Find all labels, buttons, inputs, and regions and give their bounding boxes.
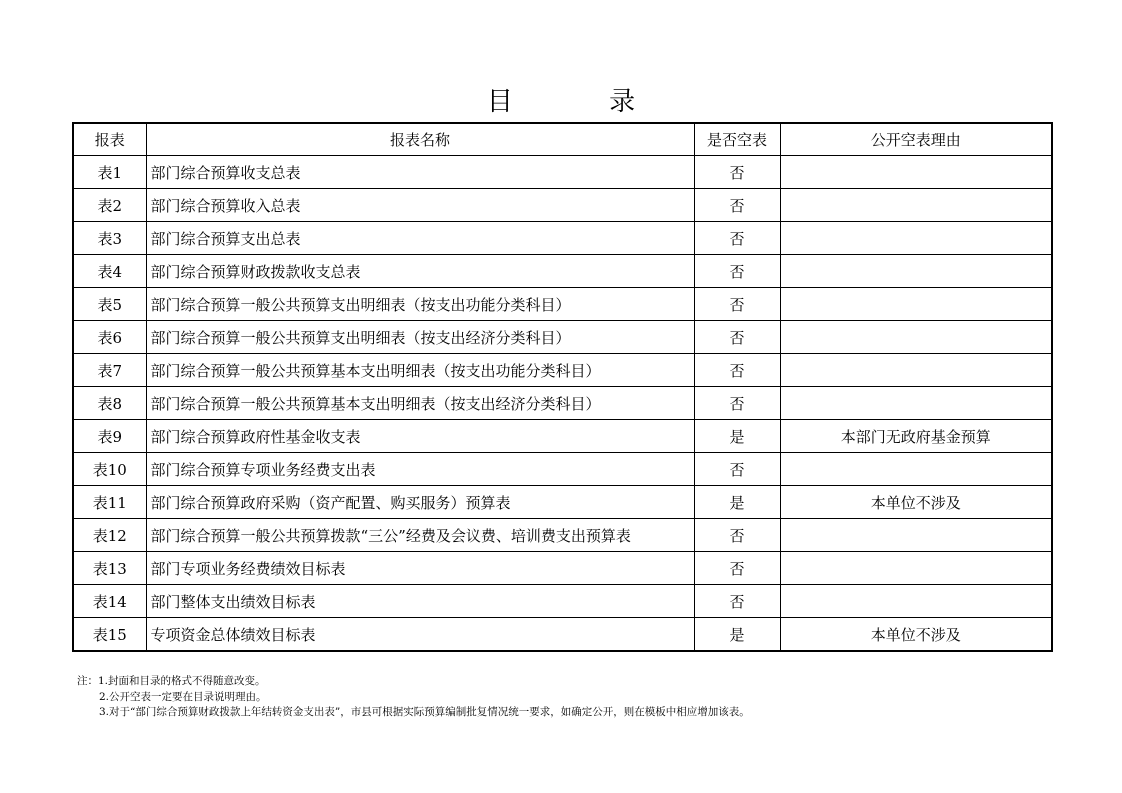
is-empty-value: 否 (694, 222, 780, 255)
table-row (73, 222, 1052, 255)
report-no: 表9 (73, 420, 146, 453)
report-no: 表11 (73, 486, 146, 519)
empty-reason (780, 519, 1052, 552)
table-row (73, 321, 1052, 354)
footnote-line (77, 674, 750, 690)
empty-reason (780, 387, 1052, 420)
report-name: 部门整体支出绩效目标表 (146, 585, 694, 618)
empty-reason (780, 321, 1052, 354)
report-name: 部门综合预算一般公共预算基本支出明细表（按支出经济分类科目） (146, 387, 694, 420)
report-name: 部门综合预算收支总表 (146, 156, 694, 189)
empty-reason (780, 552, 1052, 585)
report-name: 部门综合预算支出总表 (146, 222, 694, 255)
report-no: 表1 (73, 156, 146, 189)
empty-reason (780, 288, 1052, 321)
footnotes (77, 674, 750, 721)
is-empty-value: 否 (694, 453, 780, 486)
footnote-item: 1.封面和目录的格式不得随意改变。 (98, 675, 266, 687)
report-no: 表5 (73, 288, 146, 321)
report-no: 表14 (73, 585, 146, 618)
report-name: 部门综合预算专项业务经费支出表 (146, 453, 694, 486)
header-is-empty: 是否空表 (694, 123, 780, 156)
report-name: 部门综合预算一般公共预算支出明细表（按支出功能分类科目） (146, 288, 694, 321)
empty-reason: 本单位不涉及 (780, 618, 1052, 652)
table-row (73, 519, 1052, 552)
empty-reason (780, 585, 1052, 618)
report-name: 部门综合预算一般公共预算支出明细表（按支出经济分类科目） (146, 321, 694, 354)
report-no: 表10 (73, 453, 146, 486)
report-name: 部门综合预算收入总表 (146, 189, 694, 222)
report-no: 表7 (73, 354, 146, 387)
is-empty-value: 否 (694, 288, 780, 321)
footnote-prefix: 注： (77, 675, 98, 687)
report-no: 表13 (73, 552, 146, 585)
header-empty-reason: 公开空表理由 (780, 123, 1052, 156)
empty-reason (780, 189, 1052, 222)
is-empty-value: 否 (694, 189, 780, 222)
is-empty-value: 否 (694, 156, 780, 189)
is-empty-value: 否 (694, 354, 780, 387)
table-row (73, 618, 1052, 652)
table-row (73, 387, 1052, 420)
report-no: 表6 (73, 321, 146, 354)
header-report-name: 报表名称 (146, 123, 694, 156)
report-no: 表2 (73, 189, 146, 222)
report-name: 部门专项业务经费绩效目标表 (146, 552, 694, 585)
table-row (73, 486, 1052, 519)
empty-reason (780, 222, 1052, 255)
report-name: 专项资金总体绩效目标表 (146, 618, 694, 652)
is-empty-value: 否 (694, 255, 780, 288)
report-no: 表3 (73, 222, 146, 255)
footnote-item: 3.对于“部门综合预算财政拨款上年结转资金支出表”，市县可根据实际预算编制批复情况统一要求，如确定公开，则在模板中相应增加该表。 (99, 706, 750, 718)
empty-reason (780, 255, 1052, 288)
report-name: 部门综合预算一般公共预算拨款“三公”经费及会议费、培训费支出预算表 (146, 519, 694, 552)
table-row (73, 255, 1052, 288)
report-no: 表12 (73, 519, 146, 552)
table-row (73, 354, 1052, 387)
report-no: 表15 (73, 618, 146, 652)
is-empty-value: 是 (694, 486, 780, 519)
page-title: 目 录 (486, 87, 680, 117)
table-row (73, 420, 1052, 453)
report-name: 部门综合预算财政拨款收支总表 (146, 255, 694, 288)
is-empty-value: 否 (694, 552, 780, 585)
is-empty-value: 否 (694, 585, 780, 618)
table-row (73, 552, 1052, 585)
table-row (73, 288, 1052, 321)
empty-reason (780, 156, 1052, 189)
table-row (73, 453, 1052, 486)
table-row (73, 156, 1052, 189)
report-name: 部门综合预算一般公共预算基本支出明细表（按支出功能分类科目） (146, 354, 694, 387)
report-no: 表4 (73, 255, 146, 288)
empty-reason (780, 354, 1052, 387)
is-empty-value: 是 (694, 420, 780, 453)
table-row (73, 189, 1052, 222)
catalog-table (72, 122, 1053, 652)
header-report-no: 报表 (73, 123, 146, 156)
empty-reason: 本单位不涉及 (780, 486, 1052, 519)
table-header-row (73, 123, 1052, 156)
table-row (73, 585, 1052, 618)
is-empty-value: 是 (694, 618, 780, 652)
footnote-item: 2.公开空表一定要在目录说明理由。 (99, 690, 267, 703)
empty-reason (780, 453, 1052, 486)
report-name: 部门综合预算政府性基金收支表 (146, 420, 694, 453)
is-empty-value: 否 (694, 519, 780, 552)
is-empty-value: 否 (694, 321, 780, 354)
report-name: 部门综合预算政府采购（资产配置、购买服务）预算表 (146, 486, 694, 519)
empty-reason: 本部门无政府基金预算 (780, 420, 1052, 453)
report-no: 表8 (73, 387, 146, 420)
is-empty-value: 否 (694, 387, 780, 420)
